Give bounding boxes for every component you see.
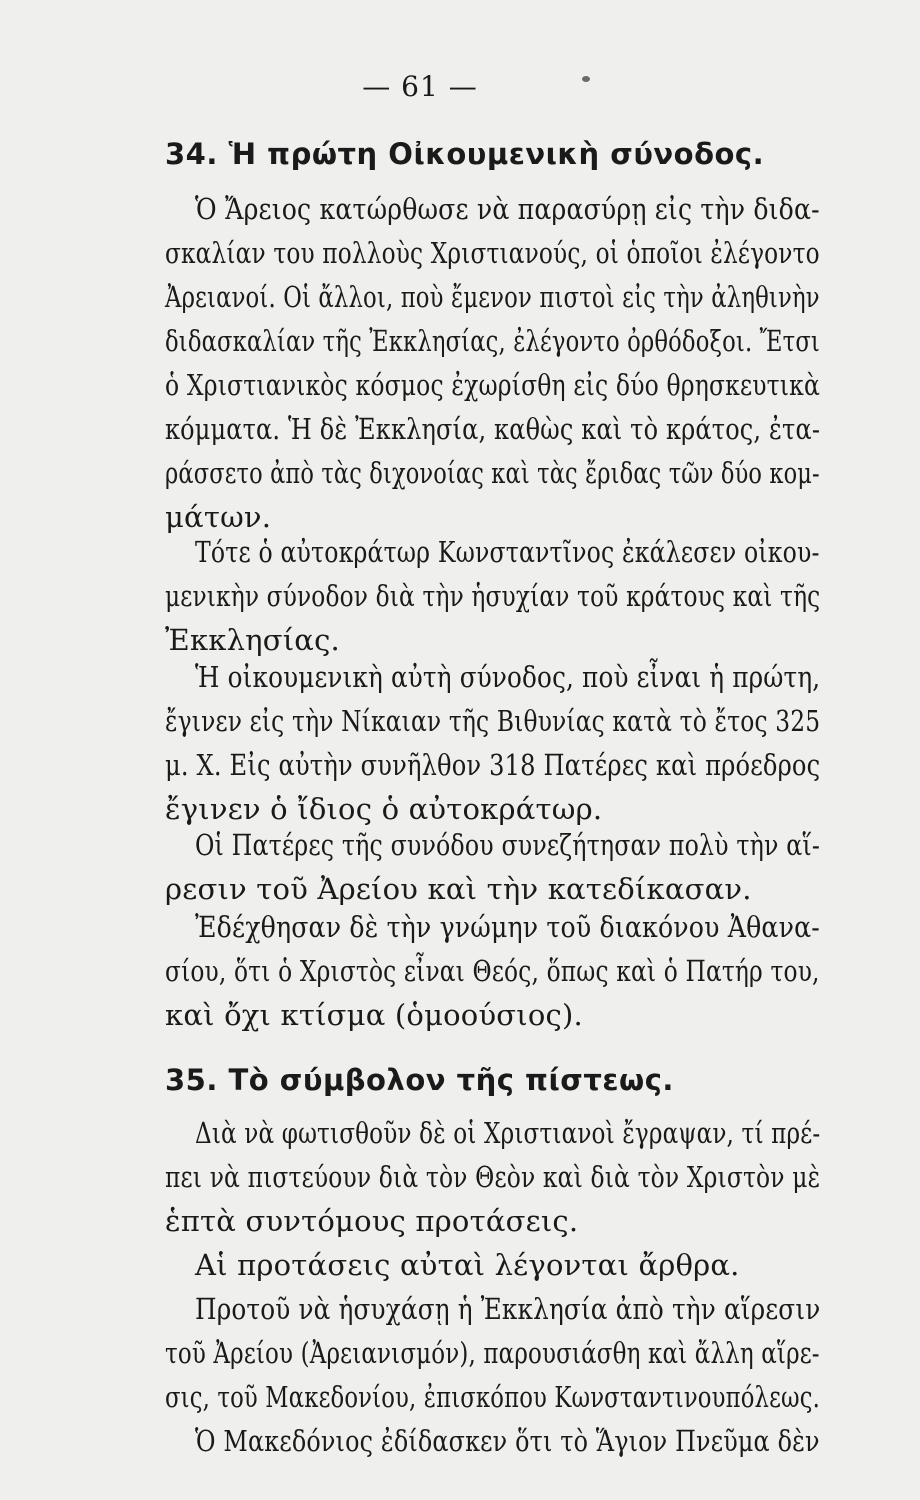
text-line: Ὁ Μακεδόνιος ἐδίδασκεν ὅτι τὸ Ἅγιον Πνεῦμα δὲν [195,1424,820,1458]
text-line: Οἱ Πατέρες τῆς συνόδου συνεζήτησαν πολὺ τὴν αἵ- [195,828,820,862]
text-line: ἑπτὰ συντόμους προτάσεις. [165,1204,579,1238]
text-line: σκαλίαν του πολλοὺς Χριστιανούς, οἱ ὁποῖοι ἐλέγοντο [165,236,820,270]
text-line: μενικὴν σύνοδον διὰ τὴν ἡσυχίαν τοῦ κράτους καὶ τῆς [165,579,821,613]
page-number: — 61 — [362,70,478,103]
text-line: Προτοῦ νὰ ἡσυχάσῃ ἡ Ἐκκλησία ἀπὸ τὴν αἵρεσιν [195,1292,821,1326]
text-line: μ. Χ. Εἰς αὐτὴν συνῆλθον 318 Πατέρες καὶ πρόεδρος [165,748,821,782]
text-line: Διὰ νὰ φωτισθοῦν δὲ οἱ Χριστιανοὶ ἔγραψαν, τί πρέ- [195,1116,821,1150]
section-heading-34: 34. Ἡ πρώτη Οἰκουμενικὴ σύνοδος. [165,137,765,171]
text-line: Ἐκκλησίας. [165,623,340,657]
text-line: Αἱ προτάσεις αὐταὶ λέγονται ἄρθρα. [195,1248,740,1282]
text-line: μάτων. [165,500,272,534]
text-line: Ἐδέχθησαν δὲ τὴν γνώμην τοῦ διακόνου Ἀθανα- [195,910,820,944]
text-line: Τότε ὁ αὐτοκράτωρ Κωνσταντῖνος ἐκάλεσεν οἰκου- [195,535,820,569]
text-line: σις, τοῦ Μακεδονίου, ἐπισκόπου Κωνσταντινουπόλεως. [165,1380,820,1414]
text-line: κόμματα. Ἡ δὲ Ἐκκλησία, καθὼς καὶ τὸ κράτος, ἐτα- [165,412,821,446]
text-line: Ὁ Ἄρειος κατώρθωσε νὰ παρασύρῃ εἰς τὴν διδα- [195,192,820,226]
text-line: ρεσιν τοῦ Ἀρείου καὶ τὴν κατεδίκασαν. [165,872,752,906]
text-line: πει νὰ πιστεύουν διὰ τὸν Θεὸν καὶ διὰ τὸν Χριστὸν μὲ [165,1160,821,1194]
text-line: διδασκαλίαν τῆς Ἐκκλησίας, ἐλέγοντο ὀρθόδοξοι. Ἔτσι [165,324,820,358]
text-line: ἔγινεν εἰς τὴν Νίκαιαν τῆς Βιθυνίας κατὰ τὸ ἔτος 325 [165,704,821,738]
text-line: ὁ Χριστιανικὸς κόσμος ἐχωρίσθη εἰς δύο θρησκευτικὰ [165,368,820,402]
text-line: ἔγινεν ὁ ἴδιος ὁ αὐτοκράτωρ. [165,792,603,826]
section-heading-35: 35. Τὸ σύμβολον τῆς πίστεως. [165,1063,674,1097]
text-line: ράσσετο ἀπὸ τὰς διχονοίας καὶ τὰς ἔριδας τῶν δύο κομ- [165,456,820,490]
text-line: τοῦ Ἀρείου (Ἀρειανισμόν), παρουσιάσθη καὶ ἄλλη αἵρε- [165,1336,820,1370]
text-line: Ἡ οἰκουμενικὴ αὐτὴ σύνοδος, ποὺ εἶναι ἡ πρώτη, [195,660,821,694]
text-line: καὶ ὄχι κτίσμα (ὁμοούσιος). [165,998,583,1032]
text-line: Ἀρειανοί. Οἱ ἄλλοι, ποὺ ἔμενον πιστοὶ εἰς τὴν ἀληθινὴν [165,280,820,314]
text-line: σίου, ὅτι ὁ Χριστὸς εἶναι Θεός, ὅπως καὶ ὁ Πατήρ του, [165,954,820,988]
